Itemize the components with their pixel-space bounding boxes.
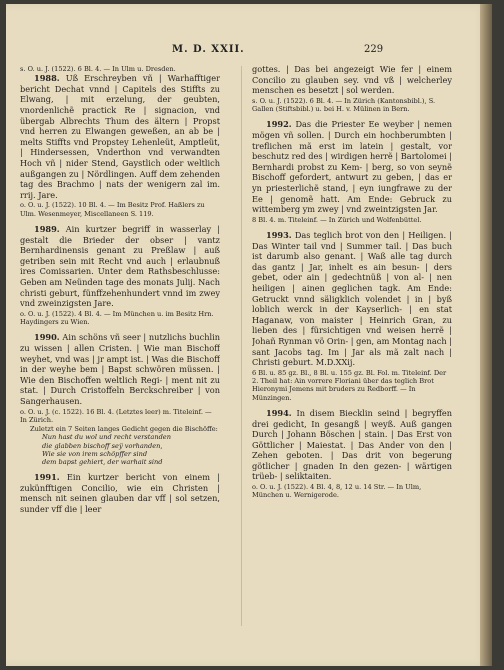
entry-source: o. O. u. J. (c. 1522). 16 Bl. 4. (Letztes leer) m. Titeleinf. — In Zürich.: [20, 407, 212, 424]
verse-line: dem bapst gehiert, der warhait sind: [42, 458, 163, 467]
entry-source: o. O. u. J. (1522). 4 Bl. 4. — Im München u. im Besitz Hrn. Haydingers zu Wien.: [20, 309, 214, 327]
entry-text: [252, 230, 452, 368]
left-column: [20, 64, 220, 664]
book-page: [6, 4, 492, 666]
entry-1991-continued: [252, 64, 452, 113]
entry-body: Das teglich brot von den | Heiligen. | Das Winter tail vnd | Summer tail. | Das buch ist darumb also genant. | Waß alle tag durch das gantz | Jar, inhelt es ain besun- | ders gebet, oder ain | gedechtnüß | von al- | nen heiligen | ainen geglichen tagk. Am Ende: Getruckt vnnd säligklich volendet | in | byß loblich werck in der Kayserlich- | en stat Haganaw, von maister | Heinrich Gran, zu lieben des | fürsichtigen vnd weisen herrẽ | Johañ Rynman vö Orin- | gen, am Montag nach | sant Jacobs tag. Im | Jar als mã zalt nach | Christi geburt. M.D.XXij.: [252, 230, 452, 368]
entry-source: s. O. u. J. (1522). 6 Bl. 4. — In Ulm u. Dresden.: [20, 65, 176, 73]
entry-source: o. O. u. J. (1522). 10 Bl. 4. — Im Besitz Prof. Haßlers zu Ulm. Wesenmeyer, Miscellaneen S. 119.: [20, 201, 205, 218]
entry-1993: [252, 230, 452, 402]
entry-1991: [20, 472, 220, 514]
entry-source: s. O. u. J. (1522). 6 Bl. 4. — In Zürich (Kantonsbibl.), S. Gallen (Stiftsbibl.) u. bei H. v. Mülinen in Bern.: [252, 96, 436, 114]
entry-number: 1989.: [34, 224, 60, 235]
entry-body: Das die Priester Ee weyber | nemen mögen vñ sollen. | Durch ein hochberumbten | treflichen mã erst im latein | gestalt, vor beschutz red des | wirdigen herrẽ | Bartolomei | Bernhardi probst zu Kem- | berg, so von seynẽ Bischoff gefordert, antwurt zu geben, | das er yn priesterlichẽ stand, | eyn iungfrawe zu der Ee | genomẽ hatt. Am Ende: Gebruck zu wittemberg ym zwey | vnd zweintzigsten Jar.: [252, 119, 452, 215]
running-title: M. D. XXII.: [172, 44, 245, 55]
entry-number: 1993.: [266, 230, 292, 241]
entry-body: Uß Erschreyben vñ | Warhafftiger bericht Dechat vnnd | Capitels des Stiffts zu Elwang, | mit erzelung, der geubten, vnordenlichẽ practick Re | signacion, vnd übergab Albrechts Thum des ältern | Propst vnd herren zu Elwangen geweßen, an ab be | melts Stiffts vnd Propstey Lehenleüt, Amptleüt, | Hindersessen, Vnderthon vnd verwandten Hoch vñ | nider Stend, Gaystlich oder weltlich außgangen zu | Nördlingen. Auff dem zehenden tag des Brachmo | nats der wenigern zal im. rrij. Jare.: [20, 73, 220, 200]
verse-line: die glabben bischoff seÿ vorhanden,: [42, 441, 163, 450]
verse-line: Wie sie von irem schöpffer sind: [42, 449, 148, 458]
entry-text: [252, 119, 452, 214]
entry-1989: [20, 224, 220, 326]
entry-1990: [20, 332, 220, 466]
entry-text: [20, 332, 220, 406]
entry-text: [20, 224, 220, 309]
entry-text: [252, 408, 452, 482]
entry-number: 1990.: [34, 332, 60, 343]
page-number: 229: [364, 44, 384, 55]
entry-body: In disem Biecklin seind | begryffen drei gedicht, In gesangß | weyß. Auß gangen Durch | Johann Böschen | stain. | Das Erst von Göttlicher | Maiestat. | Das Ander von den | Zehen geboten. | Das drit von begerung götlicher | gnaden In den gezen- | wärtigen trüeb- | seliktaiten.: [252, 407, 452, 482]
column-divider: [241, 66, 242, 626]
entry-1994: [252, 408, 452, 500]
page-header: [6, 44, 476, 60]
entry-body: Ain kurtzer begriff in wasserlay | gestalt die Brieder der obser | vantz Bernhardinensis genant zu Preßlaw | auß getriben sein mit Recht vnd auch | erlaubnuß ires Comissarien. Unter dem Rathsbeschlusse: Geben am Neünden tage des monats Julij. Nach christi geburt, fünffzehenhundert vnnd im zwey vnd zweinzigsten Jare.: [20, 224, 220, 309]
verse-line: Nun hast du wol und recht verstanden: [42, 433, 171, 442]
page-spine-shadow: [480, 4, 492, 666]
entry-1988: [20, 73, 220, 218]
entry-source: 6 Bl. u. 85 gz. Bl., 8 Bl. u. 155 gz. Bl. Fol. m. Titeleinf. Der 2. Theil hat: Ain vorrere Floriani über das teglich Brot Hieronymi Jemens mit bruders zu Redborff. — In Münzingen.: [252, 368, 447, 402]
entry-number: 1992.: [266, 119, 292, 130]
entry-number: 1991.: [34, 472, 60, 483]
entry-text: [20, 73, 220, 200]
entry-body: Ain schöns vñ seer | nutzlichs buchlin zu wissen | allen Cristen. | Wie man Bischoff weyhet, vnd was | jr ampt ist. | Was die Bischoff in der weyhe bem | Bapst schwören müssen. | Wie den Bischoffen weltlich Regi- | ment nit zu stat. | Durch Cristoffeln Berckschreiber | von Sangerhausen.: [20, 332, 220, 406]
entry-number: 1994.: [266, 407, 292, 418]
entry-source: 8 Bl. 4. m. Titeleinf. — In Zürich und Wolfenbüttel.: [252, 215, 422, 224]
entry-body: Ein kurtzer bericht von einem | zukünfftigen Concilio, wie ein Christen | mensch nit seinen glauben dar vff | sol setzen, sunder vff die | leer: [20, 472, 220, 514]
entry-note: Zuletzt ein 7 Seiten langes Gedicht gegen die Bischöffe:: [30, 425, 218, 434]
entry-number: 1988.: [34, 73, 60, 84]
right-column: [252, 64, 452, 664]
entry-body: gottes. | Das bei angezeigt Wie fer | einem Concilio zu glauben sey. vnd vß | welcherley menschen es besetzt | sol werden.: [252, 64, 452, 96]
entry-1992: [252, 119, 452, 224]
entry-source: o. O. u. J. (1522). 4 Bl. 4, 8, 12 u. 14 Str. — In Ulm, München u. Wernigerode.: [252, 483, 422, 500]
entry-text: [20, 472, 220, 514]
